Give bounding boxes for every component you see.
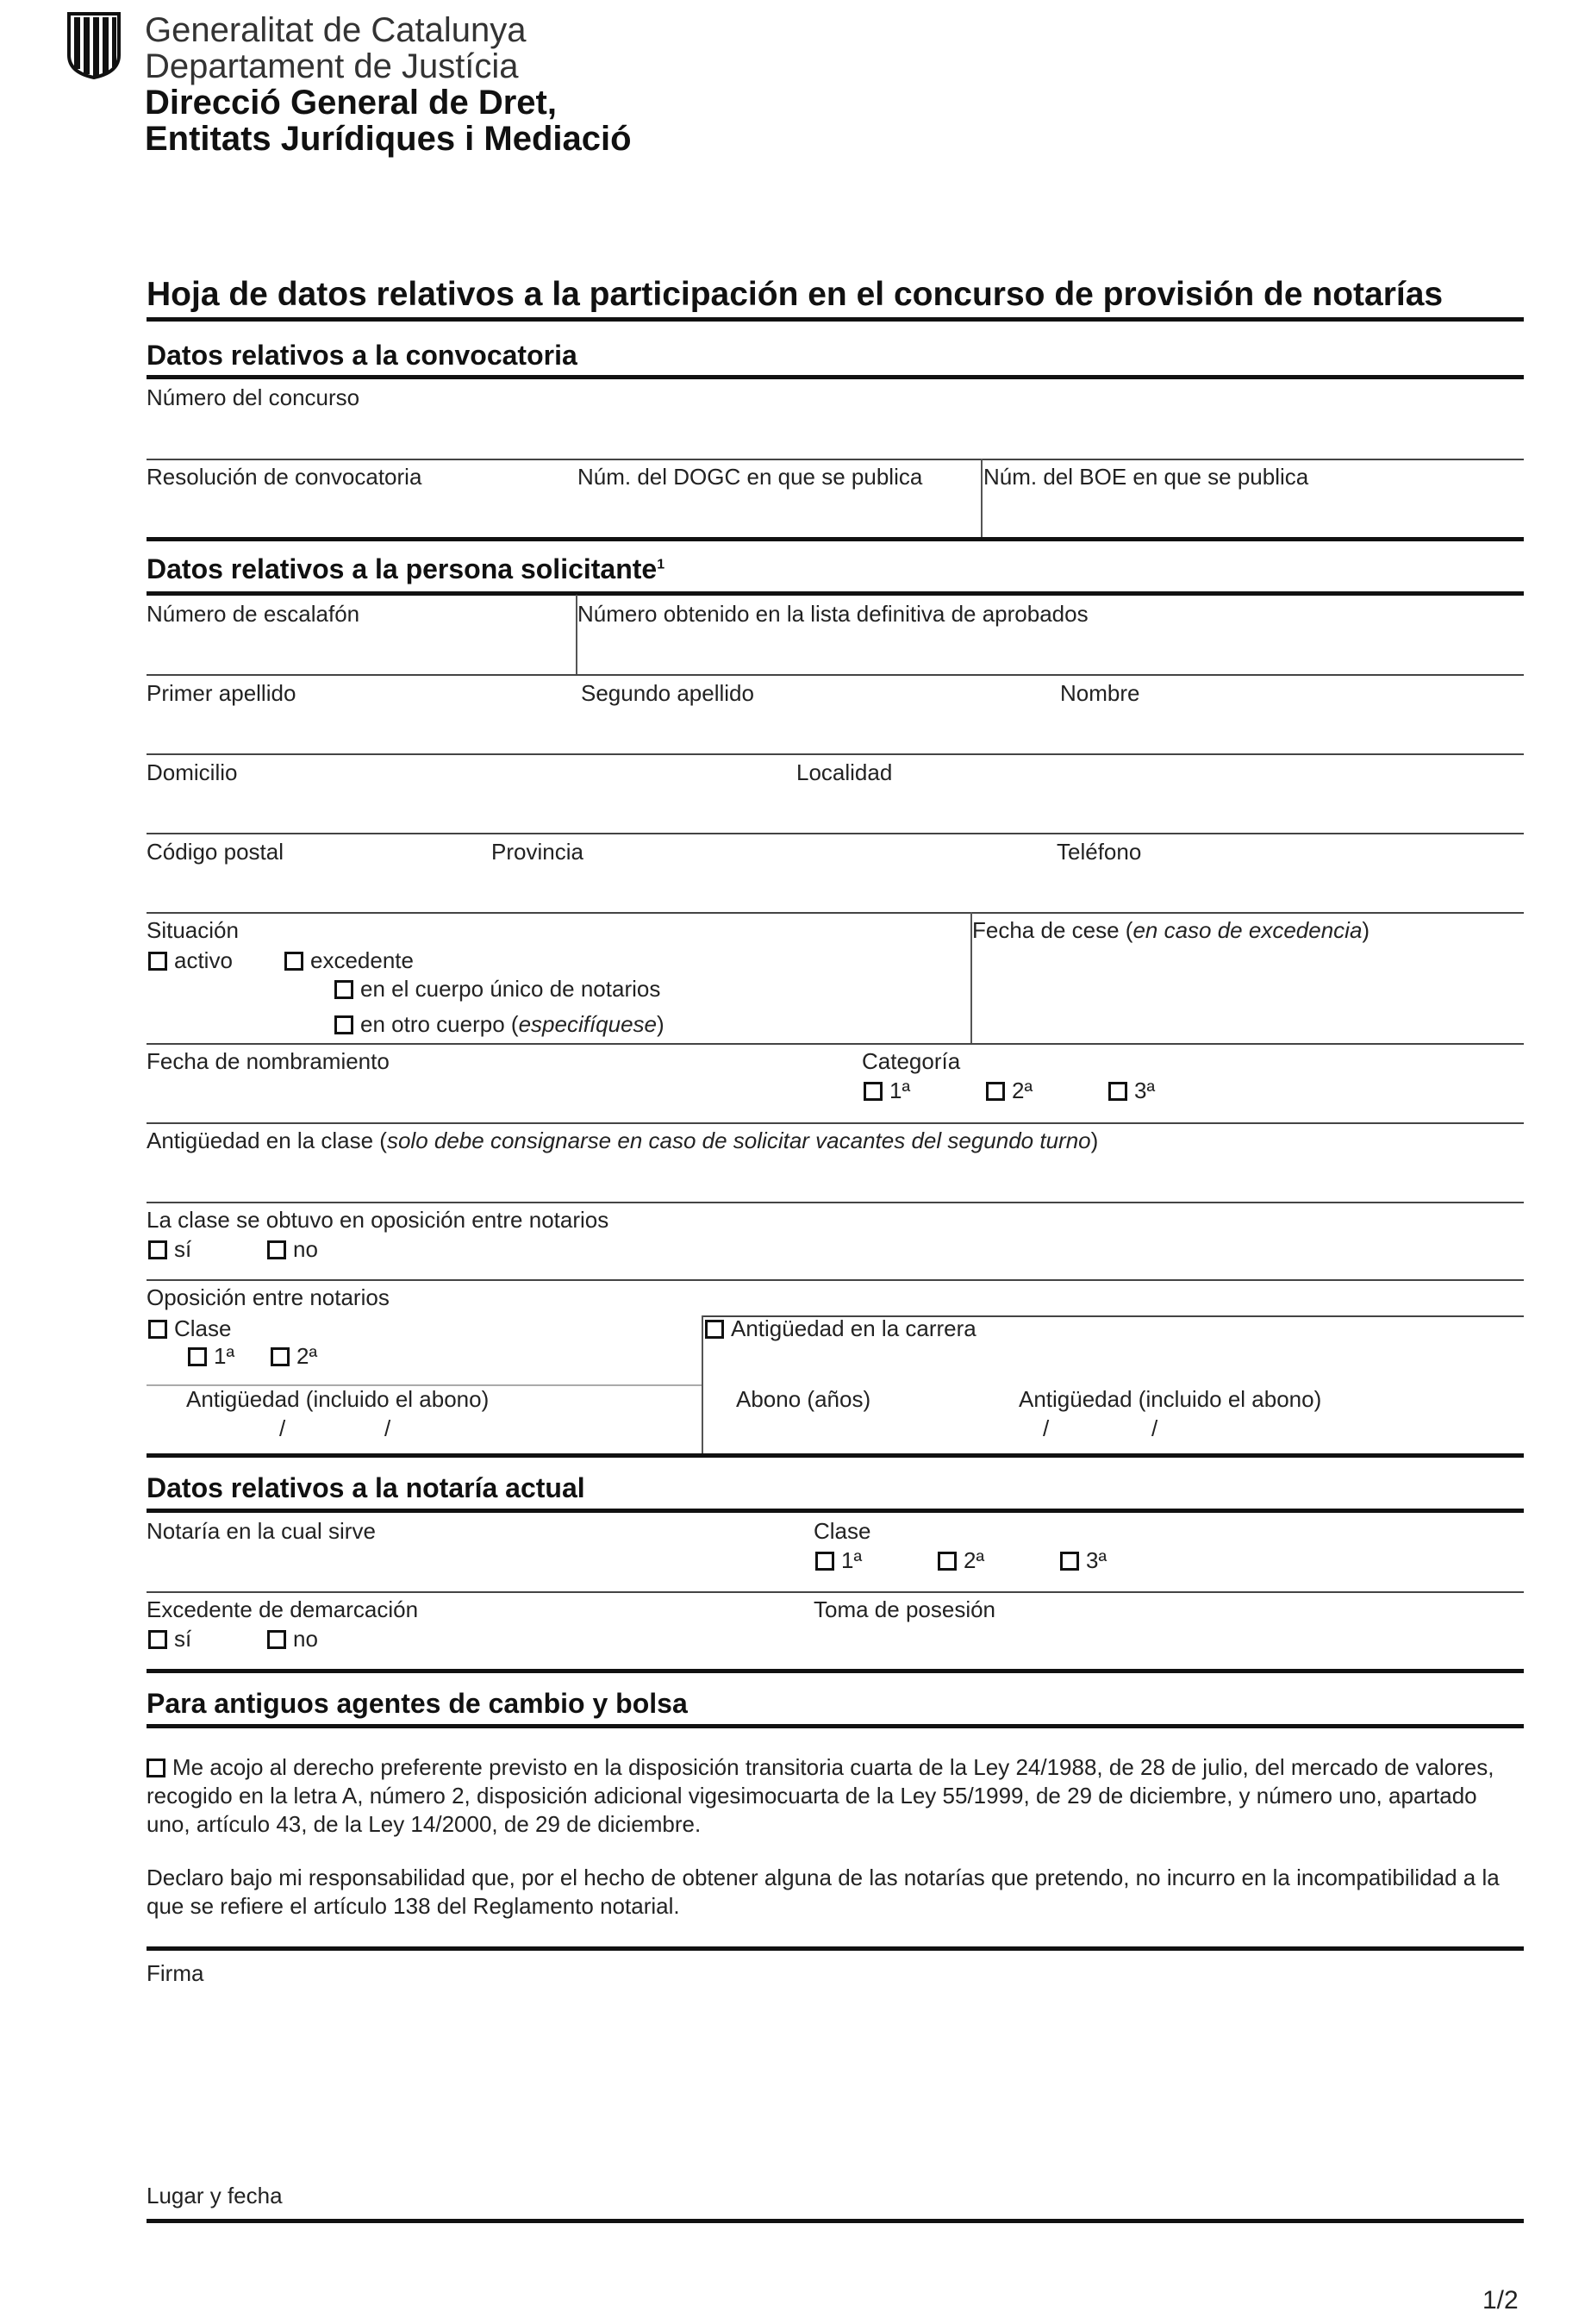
notaria-clase-label: Clase bbox=[814, 1518, 871, 1544]
categoria-2-option[interactable]: 2ª bbox=[986, 1078, 1033, 1104]
oposicion-clase-1-option[interactable]: 1ª bbox=[188, 1343, 234, 1370]
section-convocatoria-heading: Datos relativos a la convocatoria bbox=[147, 340, 577, 371]
categoria-1-option[interactable]: 1ª bbox=[864, 1078, 910, 1104]
dogc-label: Núm. del DOGC en que se publica bbox=[577, 464, 923, 490]
fecha-nombramiento-label: Fecha de nombramiento bbox=[147, 1048, 390, 1074]
header-line-3: Direcció General de Dret, bbox=[145, 84, 557, 122]
otro-cuerpo-checkbox[interactable] bbox=[334, 1015, 353, 1034]
categoria-2-checkbox[interactable] bbox=[986, 1082, 1005, 1101]
nombre-label: Nombre bbox=[1060, 680, 1140, 706]
clase-oposicion-si-option[interactable]: sí bbox=[148, 1236, 191, 1263]
antiguedad-carrera-option[interactable]: Antigüedad en la carrera bbox=[705, 1315, 976, 1342]
firma-label: Firma bbox=[147, 1960, 204, 1986]
field-rule bbox=[147, 1043, 1524, 1045]
notaria-clase-2-option[interactable]: 2ª bbox=[938, 1547, 984, 1574]
page-title: Hoja de datos relativos a la participación en el concurso de provisión de notarías bbox=[147, 276, 1444, 313]
section-rule bbox=[147, 2219, 1524, 2223]
page-number: 1/2 bbox=[1482, 2286, 1519, 2315]
section-rule bbox=[147, 1946, 1524, 1951]
numero-obtenido-label: Número obtenido en la lista definitiva de aprobados bbox=[577, 601, 1089, 627]
antiguedad-abono-label: Antigüedad (incluido el abono) bbox=[186, 1386, 490, 1412]
notaria-clase-3-checkbox[interactable] bbox=[1060, 1552, 1079, 1571]
excedente-si-option[interactable]: sí bbox=[148, 1626, 191, 1652]
activo-option[interactable]: activo bbox=[148, 947, 233, 974]
excedente-no-option[interactable]: no bbox=[267, 1626, 318, 1652]
field-rule bbox=[147, 833, 1524, 834]
excedente-no-checkbox[interactable] bbox=[267, 1630, 286, 1649]
field-divider bbox=[981, 459, 983, 538]
antiguedad-clase-label: Antigüedad en la clase (solo debe consignarse en caso de solicitar vacantes del segundo turno) bbox=[147, 1128, 1099, 1153]
boe-label: Núm. del BOE en que se publica bbox=[983, 464, 1309, 490]
acojo-paragraph: Me acojo al derecho preferente previsto en la disposición transitoria cuarta de la Ley 24/1988, de 28 de julio, del mercado de valores, recogido en la letra A, número 2, disposición adicional vigesimocuarta de la Ley 55/1999, de 29 de diciembre, y número uno, apartado uno, artículo 43, de la Ley 14/2000, de 29 de diciembre. bbox=[147, 1754, 1494, 1837]
escalafon-label: Número de escalafón bbox=[147, 601, 360, 627]
clase-oposicion-no-option[interactable]: no bbox=[267, 1236, 318, 1263]
primer-apellido-label: Primer apellido bbox=[147, 680, 296, 706]
footnote-ref: 1 bbox=[657, 557, 665, 572]
lugar-fecha-label: Lugar y fecha bbox=[147, 2183, 283, 2208]
field-rule bbox=[147, 753, 1524, 755]
section-rule bbox=[147, 1509, 1524, 1513]
declaro-paragraph: Declaro bajo mi responsabilidad que, por el hecho de obtener alguna de las notarías que pretendo, no incurro en la incompatibilidad a la que se refiere el artículo 138 del Reglamento notarial. bbox=[147, 1865, 1500, 1919]
field-rule bbox=[147, 1591, 1524, 1593]
oposicion-clase-option[interactable]: Clase bbox=[148, 1315, 231, 1342]
cuerpo-unico-option[interactable]: en el cuerpo único de notarios bbox=[334, 976, 660, 1003]
date-slash: / bbox=[384, 1415, 391, 1441]
cuerpo-unico-checkbox[interactable] bbox=[334, 980, 353, 999]
header-line-1: Generalitat de Catalunya bbox=[145, 11, 527, 49]
excedente-demarcacion-label: Excedente de demarcación bbox=[147, 1596, 419, 1622]
provincia-label: Provincia bbox=[491, 839, 583, 865]
notaria-clase-1-checkbox[interactable] bbox=[815, 1552, 834, 1571]
date-slash: / bbox=[279, 1415, 286, 1441]
section-rule bbox=[147, 375, 1524, 379]
localidad-label: Localidad bbox=[796, 759, 893, 785]
generalitat-logo bbox=[66, 10, 122, 79]
field-rule bbox=[147, 1202, 1524, 1203]
section-solicitante-heading: Datos relativos a la persona solicitante$^1$ bbox=[147, 553, 665, 584]
acojo-checkbox[interactable] bbox=[147, 1759, 165, 1777]
section-notaria-heading: Datos relativos a la notaría actual bbox=[147, 1472, 585, 1503]
field-rule bbox=[147, 912, 1524, 914]
notaria-clase-2-checkbox[interactable] bbox=[938, 1552, 957, 1571]
categoria-label: Categoría bbox=[862, 1048, 961, 1074]
categoria-3-option[interactable]: 3ª bbox=[1108, 1078, 1155, 1104]
clase-oposicion-label: La clase se obtuvo en oposición entre notarios bbox=[147, 1207, 609, 1233]
header-line-4: Entitats Jurídiques i Mediació bbox=[145, 120, 632, 158]
section-rule bbox=[147, 1453, 1524, 1458]
segundo-apellido-label: Segundo apellido bbox=[581, 680, 754, 706]
activo-checkbox[interactable] bbox=[148, 952, 167, 971]
fecha-cese-label: Fecha de cese (en caso de excedencia) bbox=[972, 917, 1370, 943]
notaria-clase-1-option[interactable]: 1ª bbox=[815, 1547, 862, 1574]
section-rule bbox=[147, 591, 1524, 596]
date-slash: / bbox=[1151, 1415, 1158, 1441]
field-rule bbox=[147, 1122, 1524, 1124]
field-rule bbox=[147, 459, 1524, 460]
resolucion-label: Resolución de convocatoria bbox=[147, 464, 422, 490]
header-line-2: Departament de Justícia bbox=[145, 47, 519, 85]
section-rule bbox=[147, 1724, 1524, 1728]
abono-anos-label: Abono (años) bbox=[736, 1386, 871, 1412]
notaria-sirve-label: Notaría en la cual sirve bbox=[147, 1518, 376, 1544]
situacion-label: Situación bbox=[147, 917, 239, 943]
oposicion-clase-2-option[interactable]: 2ª bbox=[271, 1343, 317, 1370]
telefono-label: Teléfono bbox=[1057, 839, 1142, 865]
domicilio-label: Domicilio bbox=[147, 759, 238, 785]
section-agentes-heading: Para antiguos agentes de cambio y bolsa bbox=[147, 1688, 688, 1719]
categoria-1-checkbox[interactable] bbox=[864, 1082, 883, 1101]
antiguedad-abono-label-2: Antigüedad (incluido el abono) bbox=[1019, 1386, 1322, 1412]
numero-concurso-label: Número del concurso bbox=[147, 384, 360, 410]
title-rule bbox=[147, 317, 1524, 322]
excedente-si-checkbox[interactable] bbox=[148, 1630, 167, 1649]
excedente-option[interactable]: excedente bbox=[284, 947, 414, 974]
clase-oposicion-no-checkbox[interactable] bbox=[267, 1240, 286, 1259]
otro-cuerpo-option[interactable]: en otro cuerpo (especifíquese) bbox=[334, 1011, 664, 1038]
antiguedad-carrera-checkbox[interactable] bbox=[705, 1320, 724, 1339]
field-rule bbox=[147, 674, 1524, 676]
toma-posesion-label: Toma de posesión bbox=[814, 1596, 996, 1622]
section-rule bbox=[147, 1669, 1524, 1673]
field-rule bbox=[147, 1279, 1524, 1281]
clase-oposicion-si-checkbox[interactable] bbox=[148, 1240, 167, 1259]
field-divider bbox=[702, 1315, 703, 1453]
codigo-postal-label: Código postal bbox=[147, 839, 284, 865]
section-rule bbox=[147, 537, 1524, 541]
excedente-checkbox[interactable] bbox=[284, 952, 303, 971]
categoria-3-checkbox[interactable] bbox=[1108, 1082, 1127, 1101]
date-slash: / bbox=[1043, 1415, 1050, 1441]
oposicion-clase-1-checkbox[interactable] bbox=[188, 1347, 207, 1366]
notaria-clase-3-option[interactable]: 3ª bbox=[1060, 1547, 1107, 1574]
oposicion-label: Oposición entre notarios bbox=[147, 1284, 390, 1310]
oposicion-clase-checkbox[interactable] bbox=[148, 1320, 167, 1339]
oposicion-clase-2-checkbox[interactable] bbox=[271, 1347, 290, 1366]
